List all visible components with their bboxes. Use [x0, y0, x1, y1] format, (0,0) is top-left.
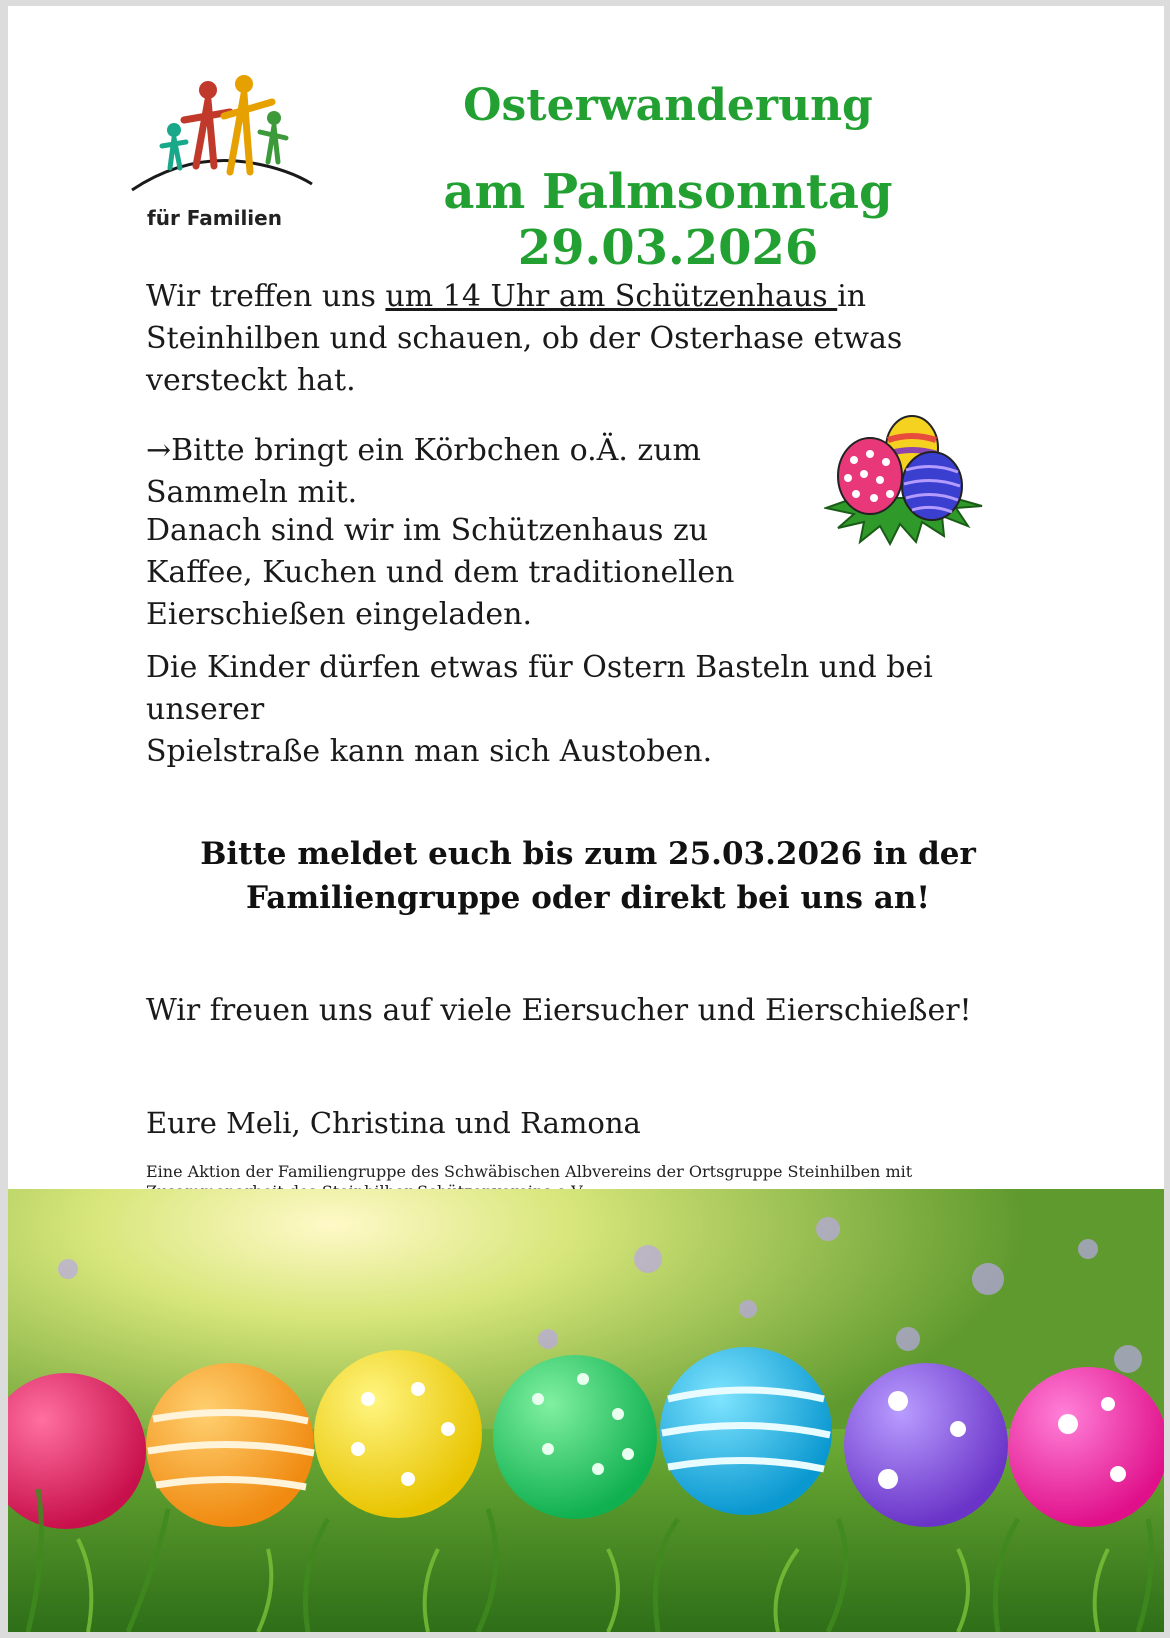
page-title: Osterwanderung — [463, 80, 873, 131]
logo-caption: für Familien — [147, 206, 282, 230]
basket-paragraph — [146, 430, 786, 514]
meeting-text-before: Wir treffen uns — [146, 279, 386, 314]
meeting-paragraph — [146, 276, 1046, 402]
kids-line2: Spielstraße kann man sich Austoben. — [146, 734, 713, 769]
meeting-line3: versteckt hat. — [146, 363, 356, 398]
flyer-page — [8, 6, 1164, 1632]
signature: Eure Meli, Christina und Ramona — [146, 1106, 641, 1140]
family-logo — [126, 72, 316, 242]
coffee-line2: Kaffee, Kuchen und dem traditionellen — [146, 555, 735, 590]
registration-line1: Bitte meldet euch bis zum 25.03.2026 in der — [200, 836, 976, 872]
kids-line1: Die Kinder dürfen etwas für Ostern Basteln und bei unserer — [146, 650, 933, 727]
family-figures-icon — [126, 72, 316, 212]
footnote-line1: Eine Aktion der Familiengruppe des Schwäbischen Albvereins der Ortsgruppe Steinhilben mit — [146, 1162, 913, 1181]
meeting-time-place: um 14 Uhr am Schützenhaus — [385, 279, 838, 314]
closing-text: Wir freuen uns auf viele Eiersucher und Eierschießer! — [146, 993, 972, 1028]
coffee-line3: Eierschießen eingeladen. — [146, 597, 533, 632]
meeting-text-after: in — [837, 279, 867, 314]
easter-eggs-clipart — [824, 410, 984, 560]
registration-notice — [148, 832, 1028, 920]
easter-eggs-photo — [8, 1189, 1164, 1632]
registration-line2: Familiengruppe oder direkt bei uns an! — [245, 880, 931, 916]
basket-line1: →Bitte bringt ein Körbchen o.Ä. zum — [146, 433, 701, 468]
basket-line2: Sammeln mit. — [146, 475, 358, 510]
coffee-line1: Danach sind wir im Schützenhaus zu — [146, 513, 709, 548]
page-subtitle: am Palmsonntag 29.03.2026 — [443, 164, 893, 276]
kids-paragraph — [146, 647, 1046, 773]
coffee-paragraph — [146, 510, 786, 636]
meeting-line2: Steinhilben und schauen, ob der Osterhase etwas — [146, 321, 903, 356]
